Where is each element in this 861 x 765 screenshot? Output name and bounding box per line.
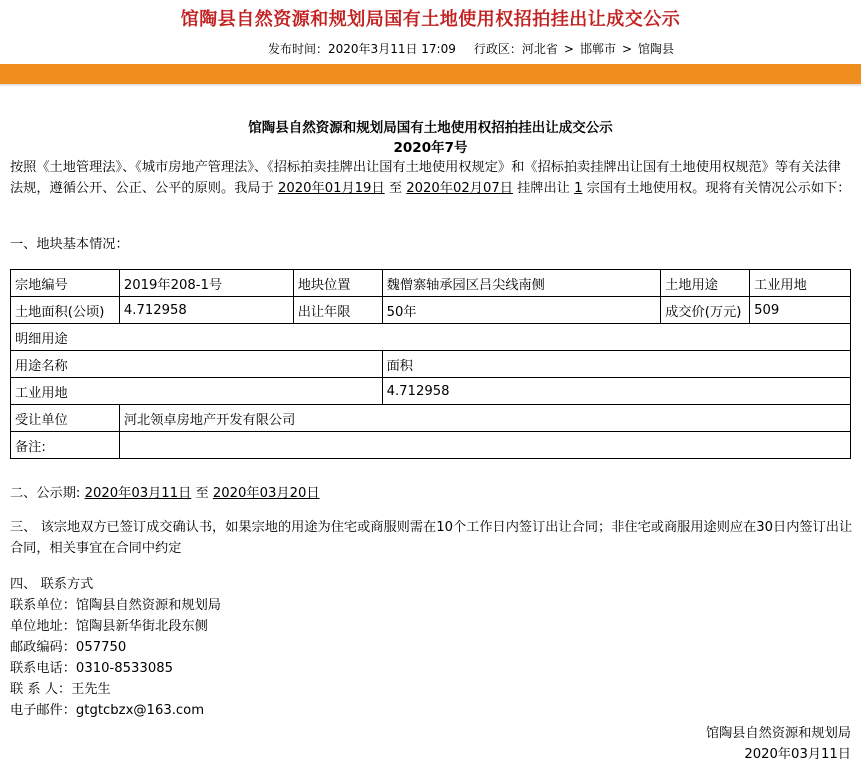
table-cell: 4.712958 [119, 297, 293, 324]
parcel-count: 1 [574, 181, 583, 196]
table-cell: 用途名称 [11, 351, 383, 378]
table-cell: 明细用途 [11, 324, 851, 351]
document-title: 馆陶县自然资源和规划局国有土地使用权招拍挂出让成交公示 [248, 120, 613, 136]
intro-text-2: 挂牌出让 [517, 181, 570, 196]
signature-date: 2020年03月11日 [744, 747, 851, 762]
table-cell: 成交价(万元) [661, 297, 750, 324]
table-cell: 工业用地 [750, 270, 851, 297]
contact-email: 电子邮件：gtgtcbzx@163.com [10, 703, 205, 718]
contact-postcode: 邮政编码：057750 [10, 640, 127, 655]
contact-person: 联 系 人：王先生 [10, 682, 111, 697]
table-cell: 土地用途 [661, 270, 750, 297]
table-cell: 河北领卓房地产开发有限公司 [119, 405, 850, 432]
table-cell: 2019年208-1号 [119, 270, 293, 297]
table-cell: 50年 [382, 297, 661, 324]
table-cell [119, 432, 850, 459]
table-row [11, 351, 851, 378]
publish-label: 发布时间： [268, 42, 329, 56]
table-cell: 土地面积(公顷) [11, 297, 120, 324]
contact-phone: 联系电话：0310-8533085 [10, 661, 173, 676]
listing-start-date: 2020年01月19日 [277, 181, 385, 196]
table-cell: 工业用地 [11, 378, 383, 405]
page-title: 馆陶县自然资源和规划局国有土地使用权招拍挂出让成交公示 [180, 9, 681, 30]
table-cell: 魏僧寨轴承园区吕尖线南侧 [382, 270, 661, 297]
region-city[interactable]: 邯郸市 [579, 42, 616, 56]
intro-text: 按照《土地管理法》、《城市房地产管理法》、《招标拍卖挂牌出让国有土地使用权规定》和《招标拍卖挂牌出让国有土地使用权规范》等有关法律法规，遵循公开、公正、公平的原则。我局于 [10, 160, 841, 196]
contact-unit: 联系单位：馆陶县自然资源和规划局 [10, 598, 221, 613]
section-3-paragraph: 三、 该宗地双方已签订成交确认书，如果宗地的用途为住宅或商服则需在10个工作日内签订出让合同；非住宅或商服用途则应在30日内签订出让合同，相关事宜在合同中约定 [10, 520, 853, 556]
region-province[interactable]: 河北省 [521, 42, 558, 56]
header-bar [0, 64, 861, 84]
header-bar-shadow [0, 84, 861, 87]
parcel-table [10, 269, 851, 459]
listing-end-date: 2020年02月07日 [406, 181, 513, 196]
table-cell: 备注: [11, 432, 120, 459]
table-cell: 宗地编号 [11, 270, 120, 297]
table-cell: 面积 [382, 351, 850, 378]
table-row [11, 270, 851, 297]
table-row [11, 432, 851, 459]
period-to: 至 [195, 486, 209, 501]
region-county[interactable]: 馆陶县 [638, 42, 675, 56]
period-start: 2020年03月11日 [84, 486, 192, 501]
table-cell: 出让年限 [293, 297, 382, 324]
meta-line [268, 40, 674, 57]
breadcrumb-separator: > [563, 42, 574, 56]
intro-paragraph [10, 157, 853, 199]
contact-heading: 四、 联系方式 [10, 577, 94, 592]
table-row [11, 324, 851, 351]
intro-text-3: 宗国有土地使用权。现将有关情况公示如下： [586, 181, 851, 196]
contact-address: 单位地址：馆陶县新华街北段东侧 [10, 619, 208, 634]
period-label: 二、公示期: [10, 486, 81, 501]
region-label: 行政区： [473, 42, 522, 56]
document-number: 2020年7号 [393, 140, 468, 156]
breadcrumb-separator: > [621, 42, 633, 56]
table-row [11, 297, 851, 324]
table-row [11, 405, 851, 432]
signature-org: 馆陶县自然资源和规划局 [705, 726, 851, 741]
table-cell: 4.712958 [382, 378, 850, 405]
table-row [11, 378, 851, 405]
table-cell: 地块位置 [293, 270, 382, 297]
publish-time: 2020年3月11日 17:09 [328, 42, 456, 56]
table-cell: 509 [750, 297, 851, 324]
intro-to: 至 [388, 181, 403, 196]
table-cell: 受让单位 [11, 405, 120, 432]
section-1-heading: 一、地块基本情况： [10, 237, 129, 252]
period-end: 2020年03月20日 [212, 486, 320, 501]
publicity-period [10, 483, 320, 504]
